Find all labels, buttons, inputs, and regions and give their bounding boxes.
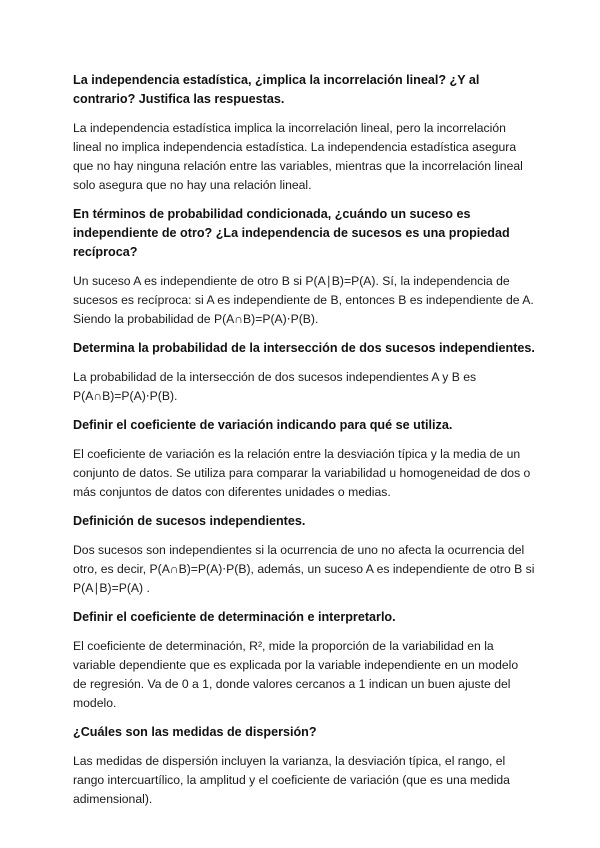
question-heading: En términos de probabilidad condicionada, ¿cuándo un suceso es independiente de otro? ¿La independencia de sucesos es una propiedad recíproca? (73, 207, 510, 259)
answer-paragraph: La independencia estadística implica la incorrelación lineal, pero la incorrelación lineal no implica independencia estadística. La independencia estadística asegura que no hay ninguna relación entre las variables, mientras que la incorrelación lineal solo asegura que no hay una relación lineal. (73, 121, 523, 192)
answer-paragraph: Las medidas de dispersión incluyen la varianza, la desviación típica, el rango, el rango intercuartílico, la amplitud y el coeficiente de variación (que es una medida adimensional). (73, 754, 510, 806)
qa-item-coefficient-variation (73, 416, 535, 502)
answer-paragraph: Dos sucesos son independientes si la ocurrencia de uno no afecta la ocurrencia del otro, es decir, P(A∩B)=P(A)⋅P(B), además, un suceso A es independiente de otro B si P(A∣B)=P(A) . (73, 543, 535, 595)
answer-paragraph: El coeficiente de variación es la relación entre la desviación típica y la media de un conjunto de datos. Se utiliza para comparar la variabilidad u homogeneidad de dos o más conjuntos de datos con diferentes unidades o medias. (73, 447, 531, 499)
qa-item-conditional-independence (73, 205, 535, 329)
question-heading: La independencia estadística, ¿implica la incorrelación lineal? ¿Y al contrario? Justifica las respuestas. (73, 73, 480, 106)
document-page (73, 71, 535, 819)
question-heading: Definición de sucesos independientes. (73, 514, 306, 528)
question-heading: Determina la probabilidad de la intersección de dos sucesos independientes. (73, 341, 535, 355)
qa-item-independence-correlation (73, 71, 535, 195)
answer-paragraph: Un suceso A es independiente de otro B si P(A∣B)=P(A). Sí, la independencia de sucesos es recíproca: si A es independiente de B, entonces B es independiente de A. Siendo la probabilidad de P(A∩B)=P(A)⋅P(B). (73, 274, 534, 326)
qa-item-dispersion-measures (73, 723, 535, 809)
answer-paragraph: La probabilidad de la intersección de dos sucesos independientes A y B es P(A∩B)=P(A)⋅P(B). (73, 370, 477, 403)
question-heading: Definir el coeficiente de variación indicando para qué se utiliza. (73, 418, 453, 432)
answer-paragraph: El coeficiente de determinación, R², mide la proporción de la variabilidad en la variable dependiente que es explicada por la variable independiente en un modelo de regresión. Va de 0 a 1, donde valores cercanos a 1 indican un buen ajuste del modelo. (73, 639, 519, 710)
qa-item-independent-events (73, 512, 535, 598)
question-heading: Definir el coeficiente de determinación e interpretarlo. (73, 610, 396, 624)
question-heading: ¿Cuáles son las medidas de dispersión? (73, 725, 317, 739)
qa-item-intersection-probability (73, 339, 535, 406)
qa-item-coefficient-determination (73, 608, 535, 713)
